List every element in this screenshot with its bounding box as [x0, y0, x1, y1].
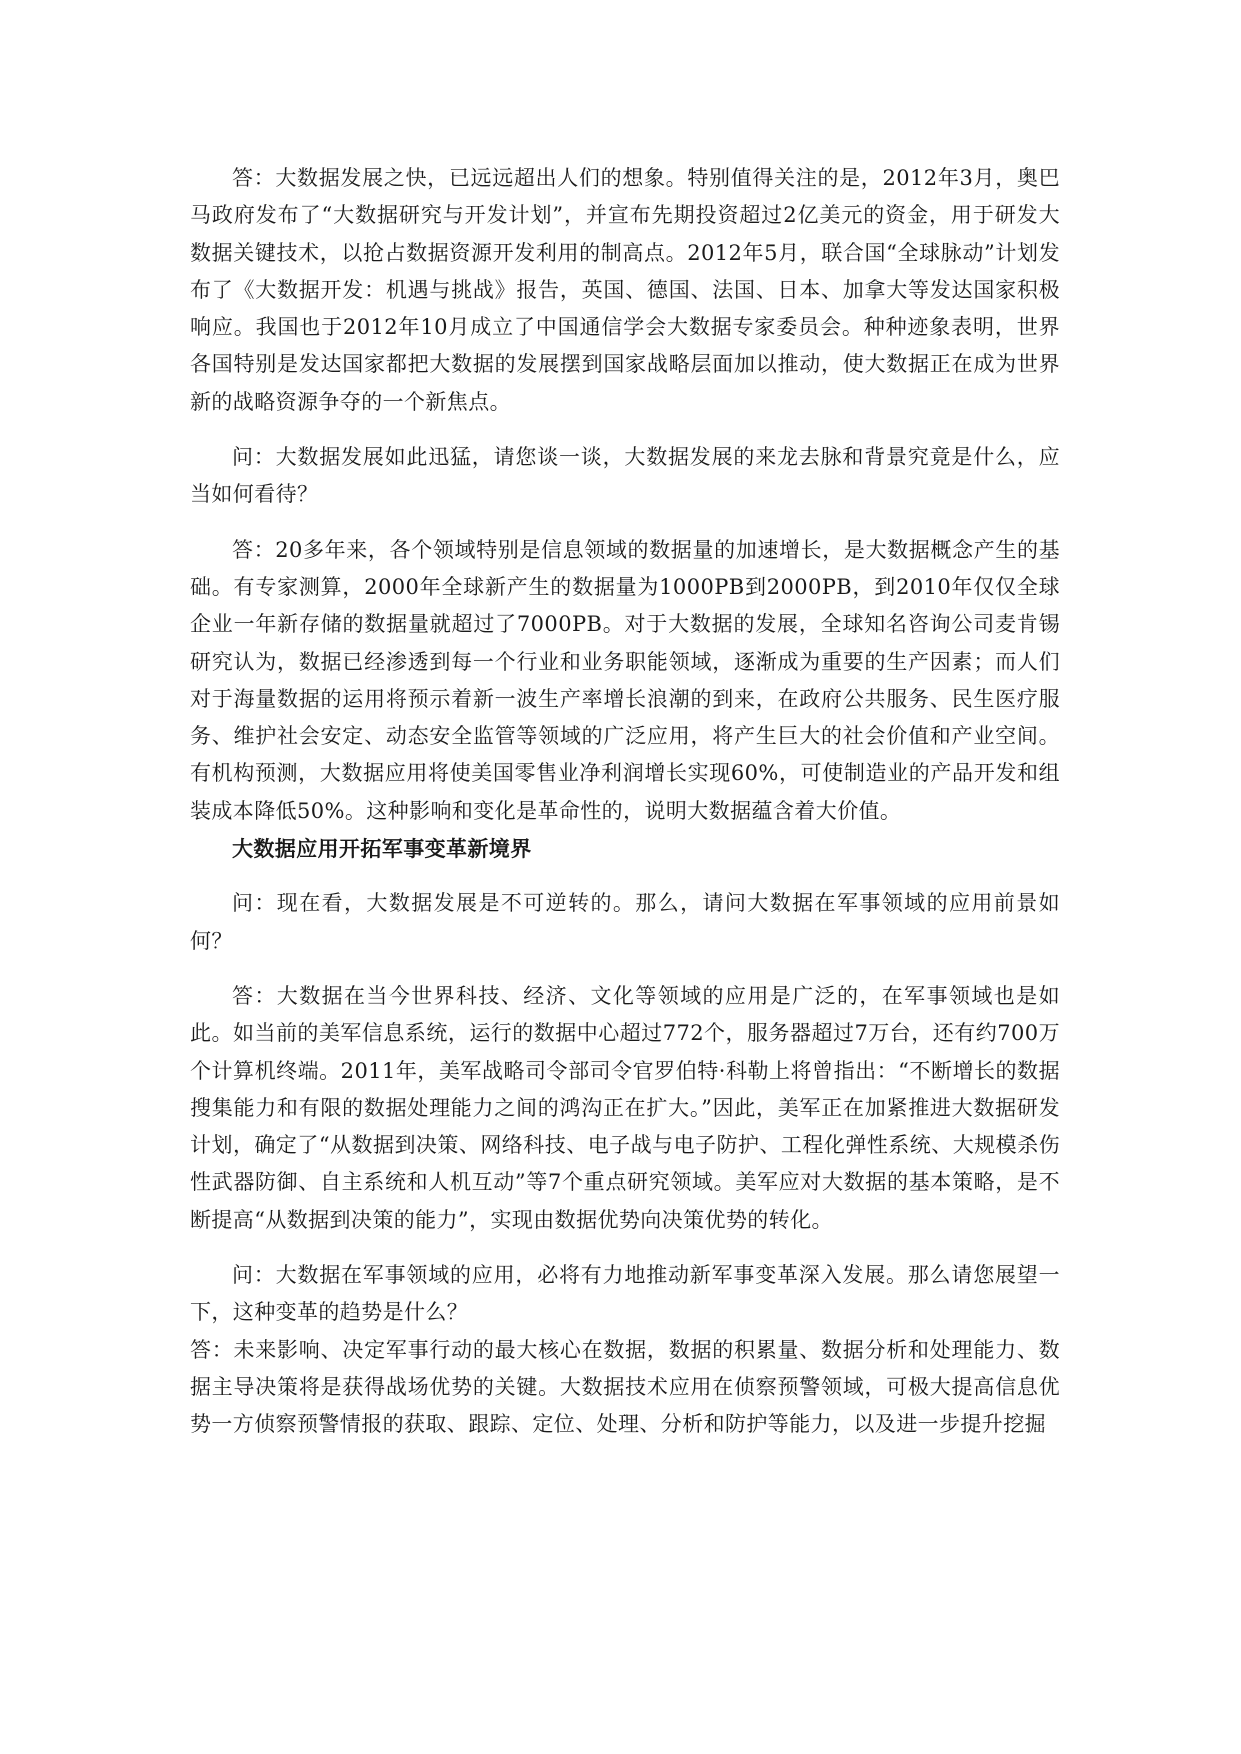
answer-paragraph-3: 答：大数据在当今世界科技、经济、文化等领域的应用是广泛的，在军事领域也是如此。如当前的美军信息系统，运行的数据中心超过772个，服务器超过7万台，还有约700万个计算机终端。2011年，美军战略司令部司令官罗伯特·科勒上将曾指出：“不断增长的数据搜集能力和有限的数据处理能力之间的鸿沟正在扩大。”因此，美军正在加紧推进大数据研发计划，确定了“从数据到决策、网络科技、电子战与电子防护、工程化弹性系统、大规模杀伤性武器防御、自主系统和人机互动”等7个重点研究领域。美军应对大数据的基本策略，是不断提高“从数据到决策的能力”，实现由数据优势向决策优势的转化。 — [190, 983, 1060, 1232]
question-paragraph-1: 问：大数据发展如此迅猛，请您谈一谈，大数据发展的来龙去脉和背景究竟是什么，应当如何看待？ — [190, 445, 1060, 507]
document-page — [190, 160, 1060, 1444]
answer-paragraph-4: 答：未来影响、决定军事行动的最大核心在数据，数据的积累量、数据分析和处理能力、数据主导决策将是获得战场优势的关键。大数据技术应用在侦察预警领域，可极大提高信息优势一方侦察预警情报的获取、跟踪、定位、处理、分析和防护等能力，以及进一步提升挖掘 — [190, 1337, 1060, 1437]
question-paragraph-3: 问：大数据在军事领域的应用，必将有力地推动新军事变革深入发展。那么请您展望一下，这种变革的趋势是什么？ — [190, 1263, 1060, 1325]
section-heading: 大数据应用开拓军事变革新境界 — [232, 836, 532, 862]
question-paragraph-2: 问：现在看，大数据发展是不可逆转的。那么，请问大数据在军事领域的应用前景如何？ — [190, 891, 1060, 953]
answer-paragraph-1: 答：大数据发展之快，已远远超出人们的想象。特别值得关注的是，2012年3月，奥巴马政府发布了“大数据研究与开发计划”，并宣布先期投资超过2亿美元的资金，用于研发大数据关键技术，以抢占数据资源开发利用的制高点。2012年5月，联合国“全球脉动”计划发布了《大数据开发：机遇与挑战》报告，英国、德国、法国、日本、加拿大等发达国家积极响应。我国也于2012年10月成立了中国通信学会大数据专家委员会。种种迹象表明，世界各国特别是发达国家都把大数据的发展摆到国家战略层面加以推动，使大数据正在成为世界新的战略资源争夺的一个新焦点。 — [190, 166, 1060, 414]
answer-paragraph-2: 答：20多年来，各个领域特别是信息领域的数据量的加速增长，是大数据概念产生的基础。有专家测算，2000年全球新产生的数据量为1000PB到2000PB，到2010年仅仅全球企业一年新存储的数据量就超过了7000PB。对于大数据的发展，全球知名咨询公司麦肯锡研究认为，数据已经渗透到每一个行业和业务职能领域，逐渐成为重要的生产因素；而人们对于海量数据的运用将预示着新一波生产率增长浪潮的到来，在政府公共服务、民生医疗服务、维护社会安定、动态安全监管等领域的广泛应用，将产生巨大的社会价值和产业空间。有机构预测，大数据应用将使美国零售业净利润增长实现60%，可使制造业的产品开发和组装成本降低50%。这种影响和变化是革命性的，说明大数据蕴含着大价值。 — [190, 537, 1060, 823]
